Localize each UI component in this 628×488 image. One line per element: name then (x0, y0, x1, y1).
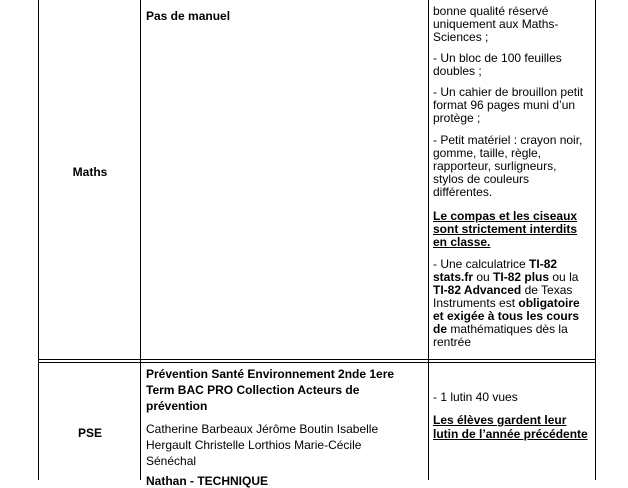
calc-line-1: - Une calculatrice TI-82 (433, 257, 558, 271)
pse-garder-2: lutin de l’année précédente (433, 427, 588, 441)
table-divider-subject (140, 0, 141, 480)
supply-materiel-line-4: stylos de couleurs (433, 172, 530, 186)
table-border-right (595, 0, 596, 480)
row-divider-inner (38, 362, 596, 363)
supply-materiel-line-3: rapporteur, surligneurs, (433, 159, 557, 173)
supply-materiel-line-2: gomme, taille, règle, (433, 146, 542, 160)
subject-pse: PSE (77, 426, 102, 440)
supply-bloc-line-1: - Un bloc de 100 feuilles (433, 51, 562, 65)
supply-cahier-line-2: format 96 pages muni d’un (433, 98, 576, 112)
pse-manual-title-2: Term BAC PRO Collection Acteurs de (146, 383, 360, 397)
calc-line-3: TI-82 Advanced de Texas (433, 283, 573, 297)
supply-bloc-line-2: doubles ; (433, 64, 482, 78)
maths-manual: Pas de manuel (146, 9, 231, 23)
supply-interdits-line-2: sont strictement interdits (433, 222, 578, 236)
supply-materiel-line-1: - Petit matériel : crayon noir, (433, 133, 583, 147)
supply-interdits-line-3: en classe. (433, 235, 491, 249)
pse-manual-title-3: prévention (146, 399, 208, 413)
supply-first-line-3: Sciences ; (433, 30, 489, 44)
calc-line-6: de mathématiques dès la (433, 322, 568, 336)
pse-authors-1: Catherine Barbeaux Jérôme Boutin Isabelle (146, 422, 379, 436)
row-divider (38, 359, 596, 360)
pse-publisher-cut: Nathan - TECHNIQUE (146, 474, 269, 488)
supply-materiel-line-5: différentes. (433, 185, 493, 199)
calc-line-7: rentrée (433, 335, 472, 349)
pse-manual-title-1: Prévention Santé Environnement 2nde 1ere (146, 367, 395, 381)
calc-line-2: stats.fr ou TI-82 plus ou la (433, 270, 579, 284)
calc-line-4: Instruments est obligatoire (433, 296, 580, 310)
table-divider-manual (428, 0, 429, 480)
pse-authors-3: Sénéchal (146, 454, 197, 468)
pse-lutin: - 1 lutin 40 vues (433, 390, 518, 404)
supply-cahier-line-1: - Un cahier de brouillon petit (433, 85, 584, 99)
supply-cahier-line-3: protège ; (433, 111, 481, 125)
pse-authors-2: Hergault Christelle Lorthios Marie-Cécile (146, 438, 362, 452)
subject-maths: Maths (72, 165, 108, 179)
pse-garder-1: Les élèves gardent leur (433, 413, 567, 427)
supply-first-line-1: bonne qualité réservé (433, 4, 549, 18)
supply-first-line-2: uniquement aux Maths- (433, 17, 559, 31)
calc-line-5: et exigée à tous les cours (433, 309, 580, 323)
supply-interdits-line-1: Le compas et les ciseaux (433, 209, 578, 223)
table-border-left (38, 0, 39, 480)
